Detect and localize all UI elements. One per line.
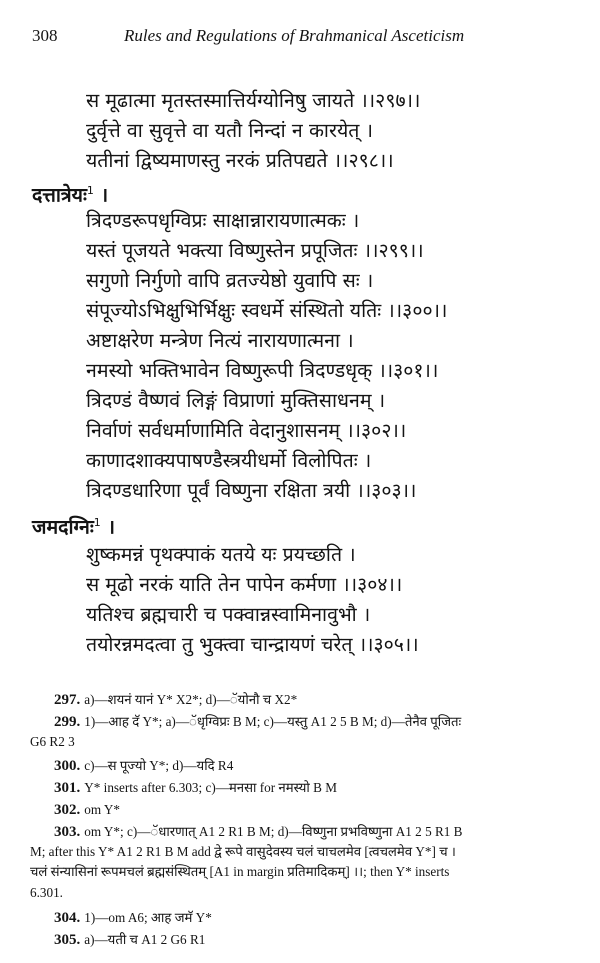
note-301 [54,778,586,798]
note-299 [30,712,586,752]
verse-line: त्रिदण्डरूपधृग्विप्रः साक्षान्नारायणात्मकः । [86,209,360,232]
note-text: om Y* [84,802,121,817]
note-number: 297. [54,692,81,708]
footnote-mark: 1 [93,516,101,529]
note-text-continued: G6 R2 3 [30,734,75,750]
verse-line: सगुणो निर्गुणो वापि व्रतज्येष्ठो युवापि सः । [86,269,374,292]
page-header [32,26,568,52]
verse-line: त्रिदण्डधारिणा पूर्वं विष्णुना रक्षिता त्रयी ।।३०३।। [86,479,417,502]
note-text: 1)—om A6; आह जमॅ Y* [84,910,212,925]
verse-line: स मूढो नरकं याति तेन पापेन कर्मणा ।।३०४।। [86,573,403,596]
verse-line: नमस्यो भक्तिभावेन विष्णुरूपी त्रिदण्डधृक् ।।३०१।। [86,359,439,382]
note-text-continued: चलं संन्यासिनां रूपमचलं ब्रह्मसंस्थितम् [A1 in margin प्रतिमादिकम्] ।।; then Y* inserts [30,864,450,880]
note-text: Y* inserts after 6.303; c)—मनसा for नमस्यो B M [84,780,337,795]
verse-line: तयोरन्नमदत्वा तु भुक्त्वा चान्द्रायणं चरेत् ।।३०५।। [86,633,419,656]
speaker-jamadagni [32,508,115,543]
speaker-name: दत्तात्रेयः [32,183,87,207]
running-title: Rules and Regulations of Brahmanical Asceticism [124,26,465,45]
speaker-danda: । [100,515,115,539]
verse-line: संपूज्योऽभिक्षुभिर्भिक्षुः स्वधर्मे संस्थितो यतिः ।।३००।। [86,299,448,322]
note-300 [54,756,586,776]
speaker-name: जमदग्निः [32,515,94,539]
verse-line: दुर्वृत्ते वा सुवृत्ते वा यतौ निन्दां न कारयेत् । [86,119,373,142]
verse-line: निर्वाणं सर्वधर्माणामिति वेदानुशासनम् ।।३०२।। [86,419,407,442]
verse-line: त्रिदण्डं वैष्णवं लिङ्गं विप्राणां मुक्तिसाधनम् । [86,389,386,412]
speaker-danda: । [93,183,109,207]
verse-line: अष्टाक्षरेण मन्त्रेण नित्यं नारायणात्मना । [86,329,354,352]
note-text-continued: M; after this Y* A1 2 R1 B M add द्वे रूपे वासुदेवस्य चलं चाचलमेव [त्वचलमेव Y*] च । [30,844,456,860]
verse-line: काणादशाक्यपाषण्डैस्त्रयीधर्मो विलोपितः । [86,449,372,472]
note-305 [54,930,586,950]
note-number: 304. [54,910,81,926]
note-text: 1)—आह दॅ Y*; a)—ॅधृग्विप्रः B M; c)—यस्तु A1 2 5 B M; d)—तेनैव पूजितः [84,714,462,729]
note-303 [30,822,586,903]
note-304 [54,908,586,928]
note-text: a)—यती च A1 2 G6 R1 [84,932,206,947]
note-number: 299. [54,714,81,730]
note-text-continued: 6.301. [30,884,63,900]
note-number: 305. [54,932,81,948]
verse-line: स मूढात्मा मृतस्तस्मात्तिर्यग्योनिषु जायते ।।२९७।। [86,89,421,112]
page-number: 308 [32,26,58,45]
note-number: 300. [54,758,81,774]
note-text: om Y*; c)—ॅधारणात् A1 2 R1 B M; d)—विष्णुना प्रभविष्णुना A1 2 5 R1 B [84,824,463,839]
note-number: 302. [54,802,81,818]
note-text: a)—शयनं यानं Y* X2*; d)—ॅयोनौ च X2* [84,692,298,707]
verse-line: यतीनां द्विष्यमाणस्तु नरकं प्रतिपद्यते ।।२९८।। [86,149,394,172]
footnote-mark: 1 [86,184,94,197]
verse-line: यतिश्च ब्रह्मचारी च पक्वान्नस्वामिनावुभौ । [86,603,371,626]
note-number: 303. [54,824,81,840]
note-number: 301. [54,780,81,796]
verse-line: यस्तं पूजयते भक्त्या विष्णुस्तेन प्रपूजितः ।।२९९।। [86,239,424,262]
note-297 [54,690,586,710]
note-text: c)—स पूज्यो Y*; d)—यदि R4 [84,758,234,773]
note-302 [54,800,586,820]
verse-line: शुष्कमन्नं पृथक्पाकं यतये यः प्रयच्छति । [86,543,356,566]
